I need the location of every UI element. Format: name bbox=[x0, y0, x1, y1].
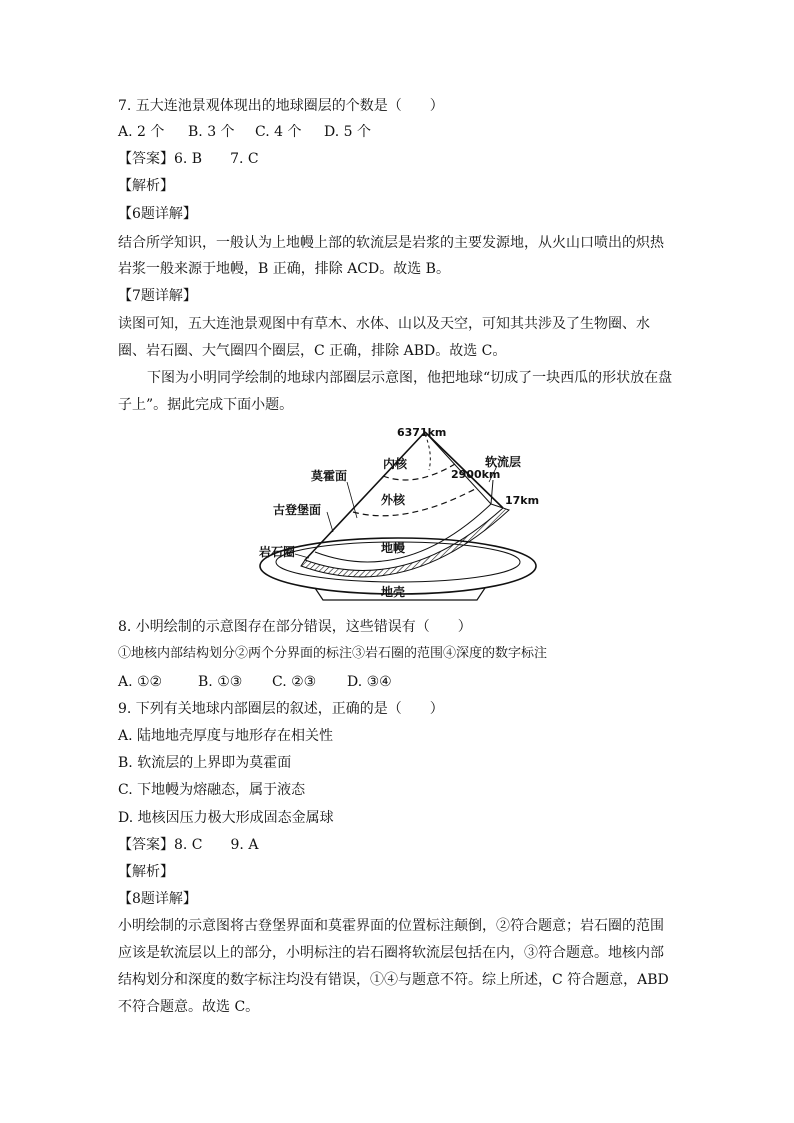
q9-option-c: C. 下地幔为熔融态，属于液态 bbox=[118, 782, 306, 798]
core-mantle-boundary bbox=[353, 488, 477, 516]
q7-option-b: B. 3 个 bbox=[188, 124, 235, 140]
q7-option-d: D. 5 个 bbox=[324, 124, 371, 140]
q8-option-c: C. ②③ bbox=[272, 674, 317, 690]
detail-6-line: 结合所学知识，一般认为上地幔上部的软流层是岩浆的主要发源地，从火山口喷出的炽热 bbox=[118, 235, 664, 251]
q9-question: 9. 下列有关地球内部圈层的叙述，正确的是（ ） bbox=[118, 701, 444, 717]
label-moho: 莫霍面 bbox=[311, 469, 348, 483]
q8-option-d: D. ③④ bbox=[347, 674, 392, 690]
label-mantle: 地幔 bbox=[381, 541, 406, 555]
slice-edge bbox=[491, 480, 503, 508]
detail-7-heading: 【7题详解】 bbox=[118, 288, 197, 304]
q7-question: 7. 五大连池景观体现出的地球圈层的个数是（ ） bbox=[118, 98, 444, 114]
label-lithosphere: 岩石圈 bbox=[259, 545, 296, 559]
q8-options bbox=[118, 672, 392, 692]
slice-left-edge bbox=[305, 432, 425, 560]
q9-option-b: B. 软流层的上界即为莫霍面 bbox=[118, 755, 292, 771]
label-crust: 地壳 bbox=[381, 585, 406, 599]
label-asthenosphere: 软流层 bbox=[485, 455, 522, 469]
detail-8-heading: 【8题详解】 bbox=[118, 891, 197, 907]
detail-6-heading: 【6题详解】 bbox=[118, 206, 197, 222]
q8-option-a: A. ①② bbox=[118, 674, 163, 690]
analysis-heading-2: 【解析】 bbox=[118, 864, 174, 880]
detail-8-line: 结构划分和深度的数字标注均没有错误，①④与题意不符。综上所述，C 符合题意，ABD bbox=[118, 972, 669, 988]
detail-7-line: 读图可知，五大连池景观图中有草木、水体、山以及天空，可知其共涉及了生物圈、水 bbox=[118, 316, 650, 332]
intro-line: 子上”。据此完成下面小题。 bbox=[118, 397, 294, 413]
detail-8-line: 应该是软流层以上的部分，小明标注的岩石圈将软流层包括在内，③符合题意。地核内部 bbox=[118, 945, 664, 961]
q7-options bbox=[118, 122, 371, 142]
detail-8-line: 不符合题意。故选 C。 bbox=[118, 999, 260, 1015]
detail-7-line: 圈、岩石圈、大气圈四个圈层，C 正确，排除 ABD。故选 C。 bbox=[118, 343, 507, 359]
earth-interior-diagram bbox=[255, 420, 545, 610]
answer-6-7: 【答案】6. B 7. C bbox=[118, 151, 259, 167]
q8-statements: ①地核内部结构划分②两个分界面的标注③岩石圈的范围④深度的数字标注 bbox=[118, 646, 548, 661]
leader-gutenberg bbox=[327, 512, 333, 532]
label-inner-core: 内核 bbox=[383, 457, 408, 471]
label-2900km: 2900km bbox=[451, 468, 501, 481]
q7-option-c: C. 4 个 bbox=[255, 124, 302, 140]
answer-8-9: 【答案】8. C 9. A bbox=[118, 837, 259, 853]
leader-lithosphere bbox=[295, 554, 309, 558]
analysis-heading-1: 【解析】 bbox=[118, 178, 174, 194]
label-gutenberg: 古登堡面 bbox=[273, 503, 322, 517]
detail-8-line: 小明绘制的示意图将古登堡界面和莫霍界面的位置标注颠倒，②符合题意；岩石圈的范围 bbox=[118, 918, 664, 934]
q8-question: 8. 小明绘制的示意图存在部分错误，这些错误有（ ） bbox=[118, 619, 472, 635]
q9-option-d: D. 地核因压力极大形成固态金属球 bbox=[118, 810, 334, 826]
intro-line: 下图为小明同学绘制的地球内部圈层示意图，他把地球“切成了一块西瓜的形状放在盘 bbox=[147, 370, 673, 386]
label-outer-core: 外核 bbox=[381, 493, 406, 507]
q8-option-b: B. ①③ bbox=[198, 674, 243, 690]
q7-option-a: A. 2 个 bbox=[118, 124, 165, 140]
label-17km: 17km bbox=[505, 494, 540, 507]
depth-marker bbox=[425, 434, 430, 470]
label-6371km: 6371km bbox=[397, 426, 447, 439]
q9-option-a: A. 陆地地壳厚度与地形存在相关性 bbox=[118, 728, 334, 744]
detail-6-line: 岩浆一般来源于地幔，B 正确，排除 ACD。故选 B。 bbox=[118, 261, 450, 277]
